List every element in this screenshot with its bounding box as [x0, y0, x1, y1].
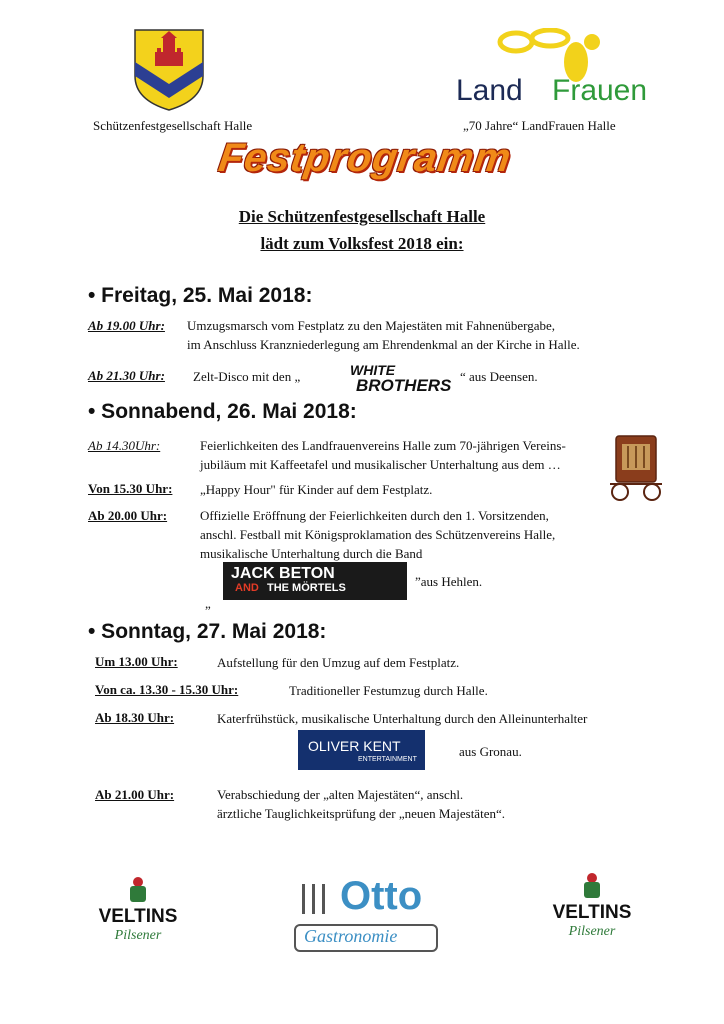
veltins-crest-icon — [127, 876, 149, 904]
stray-quote: ” — [205, 603, 211, 618]
event-line: Verabschiedung der „alten Majestäten“, anschl. — [217, 787, 464, 802]
event-description — [217, 785, 505, 823]
coat-of-arms-logo — [133, 28, 205, 112]
veltins-text: VELTINS — [552, 902, 632, 923]
veltins-logo-left — [92, 876, 184, 960]
event-line: Offizielle Eröffnung der Feierlichkeiten durch den 1. Vorsitzenden, — [200, 508, 549, 523]
event-line: Zelt-Disco mit den „ — [193, 369, 301, 384]
event-time: Ab 19.00 Uhr: — [88, 318, 165, 333]
event-line: jubiläum mit Kaffeetafel und musikalischer Unterhaltung aus dem … — [200, 457, 561, 472]
event-line: musikalische Unterhaltung durch die Band — [200, 546, 423, 561]
invite-line-1: Die Schützenfestgesellschaft Halle — [238, 207, 486, 226]
veltins-text: VELTINS — [98, 906, 178, 927]
event-line: Aufstellung für den Umzug auf dem Festplatz. — [217, 655, 460, 670]
white-brothers-logo — [346, 362, 456, 396]
festprogramm-title: Festprogramm — [215, 136, 515, 180]
veltins-logo-right — [546, 872, 638, 956]
oliver-kent-logo — [298, 730, 425, 770]
pilsener-text: Pilsener — [568, 924, 616, 939]
cutlery-icon — [296, 880, 336, 920]
event-time: Von ca. 13.30 - 15.30 Uhr: — [95, 682, 239, 697]
day-heading-freitag: • Freitag, 25. Mai 2018: — [88, 284, 313, 307]
landfrauen-frauen-text: Frauen — [552, 74, 648, 107]
event-time: Ab 21.30 Uhr: — [88, 368, 165, 383]
event-line: “ aus Deensen. — [460, 369, 538, 384]
badge-text: THE MÖRTELS — [267, 582, 346, 594]
event-line: Feierlichkeiten des Landfrauenvereins Halle zum 70-jährigen Vereins- — [200, 438, 566, 453]
otto-text: Otto — [340, 874, 423, 918]
event-line: Katerfrühstück, musikalische Unterhaltung durch den Alleinunterhalter — [217, 711, 588, 726]
day-heading-sonntag: • Sonntag, 27. Mai 2018: — [88, 620, 327, 643]
pilsener-text: Pilsener — [114, 928, 162, 943]
event-line: ”aus Hehlen. — [415, 574, 483, 589]
event-description — [200, 506, 555, 563]
veltins-crest-icon — [581, 872, 603, 900]
otto-gastronomie-logo — [292, 874, 442, 954]
event-line: aus Gronau. — [459, 744, 522, 759]
event-time: Ab 14.30Uhr: — [88, 438, 161, 453]
left-header-caption: Schützenfestgesellschaft Halle — [93, 118, 253, 133]
event-line: Traditioneller Festumzug durch Halle. — [289, 683, 488, 698]
invite-line-2: lädt zum Volksfest 2018 ein: — [260, 234, 464, 253]
badge-text: WHITE — [350, 362, 396, 378]
event-line: Umzugsmarsch vom Festplatz zu den Majestäten mit Fahnenübergabe, — [187, 318, 555, 333]
badge-text: JACK BETON — [231, 565, 335, 582]
badge-text: BROTHERS — [356, 376, 452, 395]
day-heading-sonnabend: • Sonnabend, 26. Mai 2018: — [88, 400, 357, 423]
landfrauen-logo — [456, 28, 646, 108]
event-description — [200, 436, 566, 474]
event-time: Ab 18.30 Uhr: — [95, 710, 175, 725]
event-line: im Anschluss Kranzniederlegung am Ehrendenkmal an der Kirche in Halle. — [187, 337, 580, 352]
event-time: Ab 21.00 Uhr: — [95, 787, 175, 802]
event-line: anschl. Festball mit Königsproklamation des Schützenvereins Halle, — [200, 527, 556, 542]
gastronomie-text: Gastronomie — [304, 926, 398, 946]
event-line: ärztliche Tauglichkeitsprüfung der „neuen Majestäten“. — [217, 806, 505, 821]
event-time: Um 13.00 Uhr: — [95, 654, 178, 669]
event-time: Von 15.30 Uhr: — [88, 481, 173, 496]
badge-text: OLIVER KENT — [308, 738, 401, 754]
badge-text: AND — [235, 582, 259, 594]
event-line: „Happy Hour" für Kinder auf dem Festplatz. — [200, 482, 433, 497]
event-time: Ab 20.00 Uhr: — [88, 508, 168, 523]
jack-beton-logo — [223, 562, 407, 600]
event-description — [187, 316, 580, 354]
right-header-caption: „70 Jahre“ LandFrauen Halle — [463, 118, 616, 133]
badge-text: ENTERTAINMENT — [358, 756, 417, 763]
barrel-organ-image — [608, 432, 664, 502]
landfrauen-land-text: Land — [456, 74, 523, 107]
